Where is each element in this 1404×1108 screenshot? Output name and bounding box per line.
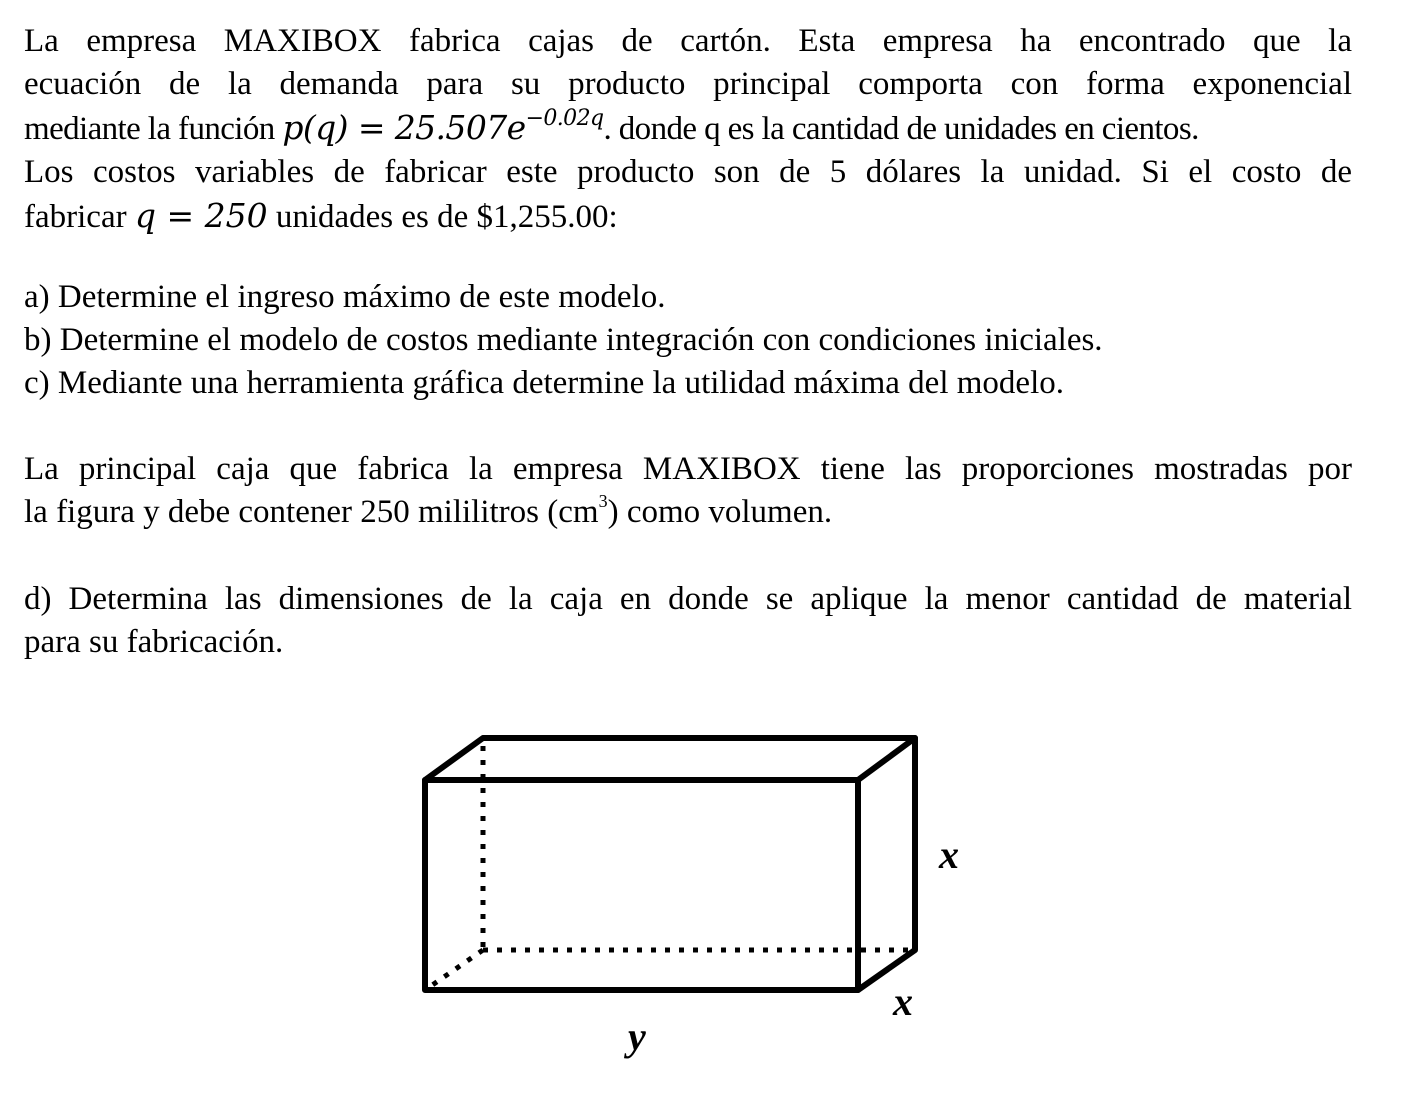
box-paragraph-line-1: La principal caja que fabrica la empresa MAXIBOX tiene las proporciones mostradas por bbox=[24, 451, 1352, 487]
statement-line-2: ecuación de la demanda para su producto principal comporta con forma exponencial bbox=[24, 66, 1352, 102]
box-paragraph bbox=[24, 448, 1352, 534]
statement-line-5 bbox=[24, 194, 1352, 239]
box-figure bbox=[400, 720, 980, 1080]
demand-function-exponent: −0.02q bbox=[525, 106, 604, 131]
statement-line-1: La empresa MAXIBOX fabrica cajas de cartón. Esta empresa ha encontrado que la bbox=[24, 23, 1352, 59]
cubic-exponent: 3 bbox=[598, 491, 608, 511]
statement-line-3 bbox=[24, 106, 1352, 151]
label-depth-x: x bbox=[893, 979, 913, 1024]
statement-line-5-prefix: fabricar bbox=[24, 199, 135, 235]
box-paragraph-line-2-suffix: ) como volumen. bbox=[607, 494, 833, 530]
statement-line-4: Los costos variables de fabricar este producto son de 5 dólares la unidad. Si el costo de bbox=[24, 154, 1352, 190]
statement-line-3-suffix: . donde q es la cantidad de unidades en cientos. bbox=[603, 111, 1199, 147]
question-d-line-1: d) Determina las dimensiones de la caja en donde se aplique la menor cantidad de material bbox=[24, 581, 1352, 617]
top-face-edges bbox=[425, 738, 915, 780]
question-d-line-2: para su fabricación. bbox=[24, 624, 284, 660]
quantity-condition: q = 250 bbox=[134, 196, 268, 235]
question-d-paragraph bbox=[24, 578, 1352, 664]
front-face bbox=[425, 780, 858, 990]
statement-line-3-prefix: mediante la función bbox=[24, 111, 283, 147]
question-b: b) Determine el modelo de costos mediante integración con condiciones iniciales. bbox=[24, 322, 1103, 358]
problem-statement bbox=[24, 20, 1352, 239]
box-paragraph-line-2 bbox=[24, 491, 1352, 534]
questions-list bbox=[24, 276, 1352, 405]
label-height-x: x bbox=[939, 832, 959, 877]
question-c: c) Mediante una herramienta gráfica determine la utilidad máxima del modelo. bbox=[24, 365, 1064, 401]
question-a: a) Determine el ingreso máximo de este modelo. bbox=[24, 279, 666, 315]
hidden-depth-edge bbox=[428, 950, 483, 988]
statement-line-5-suffix: unidades es de $1,255.00: bbox=[267, 199, 618, 235]
demand-function: p(q) = 25.507e bbox=[282, 108, 526, 147]
label-length-y: y bbox=[628, 1014, 646, 1059]
box-paragraph-line-2-prefix: la figura y debe contener 250 mililitros (cm bbox=[24, 494, 599, 530]
